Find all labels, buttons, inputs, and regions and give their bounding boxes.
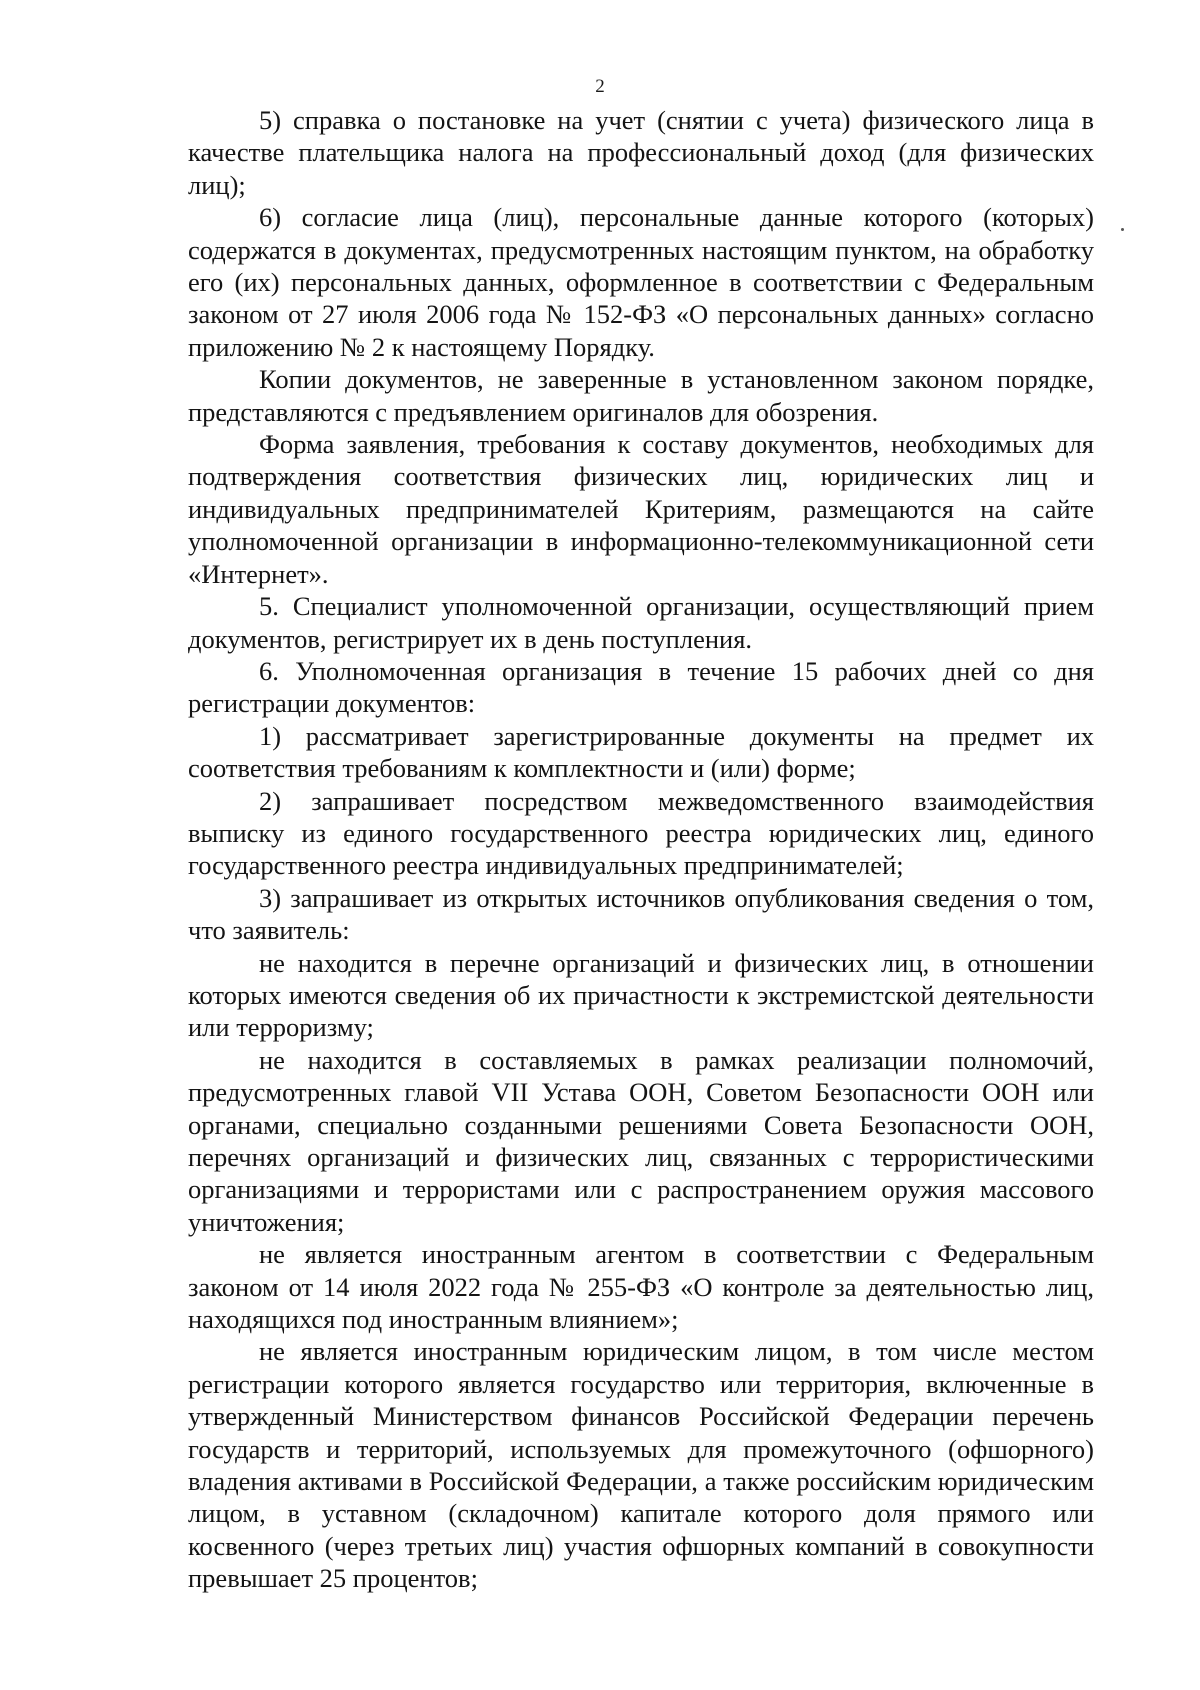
paragraph-document-copies: Копии документов, не заверенные в установленном законом порядке, представляются с предъявлением оригиналов для обозрения. [188, 364, 1094, 427]
scan-speck [1121, 228, 1124, 231]
paragraph-point-6-organization: 6. Уполномоченная организация в течение 15 рабочих дней со дня регистрации документов: [188, 655, 1094, 719]
paragraph-extremism-list: не находится в перечне организаций и физических лиц, в отношении которых имеются сведения об их причастности к экстремистской деятельности или терроризму; [188, 947, 1094, 1043]
paragraph-subitem-2-request-registry: 2) запрашивает посредством межведомственного взаимодействия выписку из единого государственного реестра юридических лиц, единого государственного реестра индивидуальных предпринимателей; [188, 785, 1094, 881]
paragraph-item-6-consent: 6) согласие лица (лиц), персональные данные которого (которых) содержатся в документах, предусмотренных настоящим пунктом, на обработку его (их) персональных данных, оформленное в соответствии с Федеральным законом от 27 июля 2006 года № 152-ФЗ «О персональных данных» согласно приложению № 2 к настоящему Порядку. [188, 202, 1094, 362]
paragraph-point-5-specialist: 5. Специалист уполномоченной организации, осуществляющий прием документов, регистрирует их в день поступления. [188, 591, 1094, 654]
paragraph-subitem-3-open-sources: 3) запрашивает из открытых источников опубликования сведения о том, что заявитель: [188, 882, 1094, 946]
document-body [188, 104, 1094, 1595]
paragraph-un-lists: не находится в составляемых в рамках реализации полномочий, предусмотренных главой VII Устава ООН, Советом Безопасности ООН или органами, специально созданными решениями Совета Безопасности ООН, перечнях организаций и физических лиц, связанных с террористическими организациями и террористами или с распространением оружия массового уничтожения; [188, 1044, 1094, 1237]
paragraph-foreign-agent: не является иностранным агентом в соответствии с Федеральным законом от 14 июля 2022 года № 255-ФЗ «О контроле за деятельностью лиц, находящихся под иностранным влиянием»; [188, 1239, 1094, 1335]
paragraph-item-5-certificate: 5) справка о постановке на учет (снятии с учета) физического лица в качестве плательщика налога на профессиональный доход (для физических лиц); [188, 105, 1094, 200]
page-number: 2 [595, 76, 605, 97]
paragraph-subitem-1-review: 1) рассматривает зарегистрированные документы на предмет их соответствия требованиям к комплектности и (или) форме; [188, 720, 1094, 784]
paragraph-foreign-entity: не является иностранным юридическим лицом, в том числе местом регистрации которого является государство или территория, включенные в утвержденный Министерством финансов Российской Федерации перечень государств и территорий, используемых для промежуточного (офшорного) владения активами в Российской Федерации, а также российским юридическим лицом, в уставном (складочном) капитале которого доля прямого или косвенного (через третьих лиц) участия офшорных компаний в совокупности превышает 25 процентов; [188, 1336, 1094, 1594]
paragraph-application-form: Форма заявления, требования к составу документов, необходимых для подтверждения соответствия физических лиц, юридических лиц и индивидуальных предпринимателей Критериям, размещаются на сайте уполномоченной организации в информационно-телекоммуникационной сети «Интернет». [188, 429, 1094, 589]
